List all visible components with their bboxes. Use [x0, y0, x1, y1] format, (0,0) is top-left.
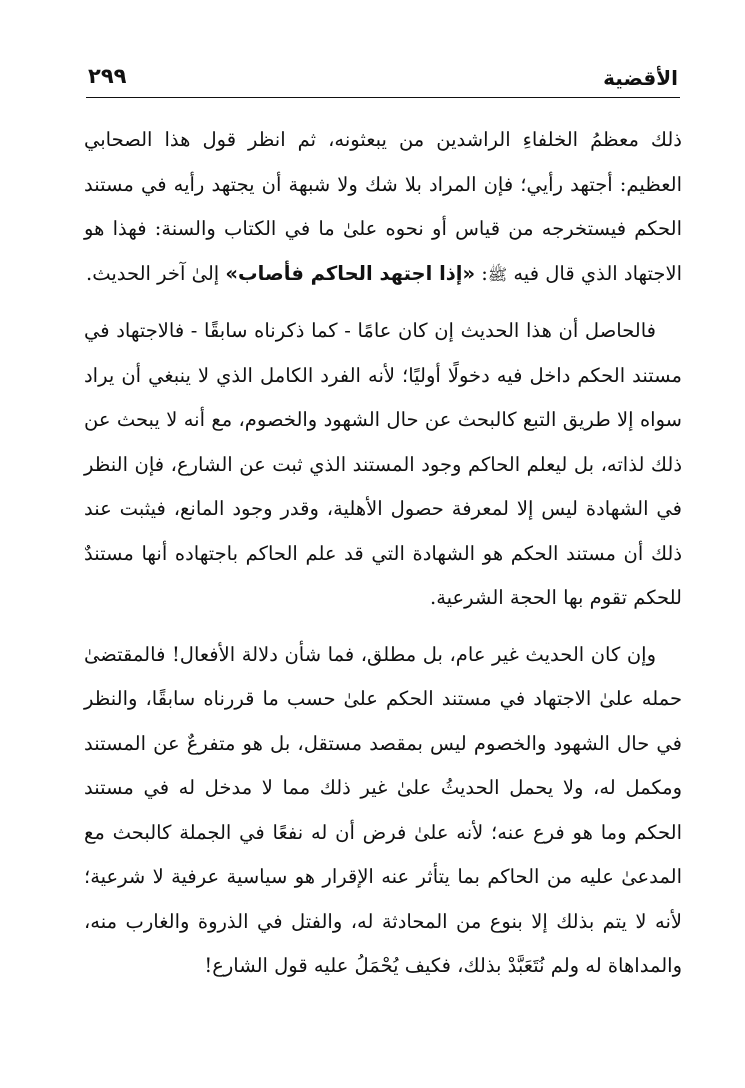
- running-title: الأقضية: [603, 66, 678, 90]
- header-divider: [86, 97, 680, 98]
- body-text: [84, 118, 682, 1001]
- page-number: ٢٩٩: [88, 64, 127, 88]
- paragraph-1: [84, 118, 682, 297]
- paragraph-1-ending: إلىٰ آخر الحديث.: [86, 261, 226, 285]
- hadith-quote: «إذا اجتهد الحاكم فأصاب»: [225, 261, 476, 285]
- page-header: [88, 60, 678, 96]
- paragraph-2-text: فالحاصل أن هذا الحديث إن كان عامًا - كما ذكرناه سابقًا - فالاجتهاد في مستند الحكم داخل فيه دخولًا أوليًا؛ لأنه الفرد الكامل الذي لا ينبغي أن يراد سواه إلا طريق التبع كالبحث عن حال الشهود والخصوم، مع أنه لا يبحث عن ذلك لذاته، بل ليعلم الحاكم وجود المستند الذي ثبت عن الشارع، فإن النظر في الشهادة ليس إلا لمعرفة حصول الأهلية، وقدر وجود المانع، فيثبت عند ذلك أن مستند الحكم هو الشهادة التي قد علم الحاكم باجتهاده أنها مستندٌ للحكم تقوم بها الحجة الشرعية.: [84, 319, 682, 609]
- paragraph-1-text: ذلك معظمُ الخلفاءِ الراشدين من يبعثونه، ثم انظر قول هذا الصحابي العظيم: أجتهد رأيي؛ فإن المراد بلا شك ولا شبهة أن يجتهد رأيه في مستند الحكم فيستخرجه من قياس أو نحوه علىٰ ما في الكتاب والسنة: فهذا هو الاجتهاد الذي قال فيه: [84, 128, 682, 285]
- paragraph-3: [84, 633, 682, 989]
- paragraph-1-colon: :: [475, 261, 488, 285]
- paragraph-3-text: وإن كان الحديث غير عام، بل مطلق، فما شأن دلالة الأفعال! فالمقتضىٰ حمله علىٰ الاجتهاد في مستند الحكم علىٰ حسب ما قررناه سابقًا، والنظر في حال الشهود والخصوم ليس بمقصد مستقل، بل هو متفرعٌ عن المستند ومكمل له، ولا يحمل الحديثُ علىٰ غير ذلك مما لا مدخل له في مستند الحكم وما هو فرع عنه؛ لأنه علىٰ فرض أن له نفعًا في الجملة كالبحث مع المدعىٰ عليه من الحاكم بما يتأثر عنه الإقرار هو سياسية عرفية لا شرعية؛ لأنه لا يتم بذلك إلا بنوع من المحادثة له، والفتل في الذروة والغارب منه، والمداهاة له ولم نُتَعَبَّدْ بذلك، فكيف يُحْمَلُ عليه قول الشارع!: [84, 642, 682, 977]
- salawat-symbol: ﷺ: [487, 264, 508, 284]
- paragraph-2: [84, 309, 682, 621]
